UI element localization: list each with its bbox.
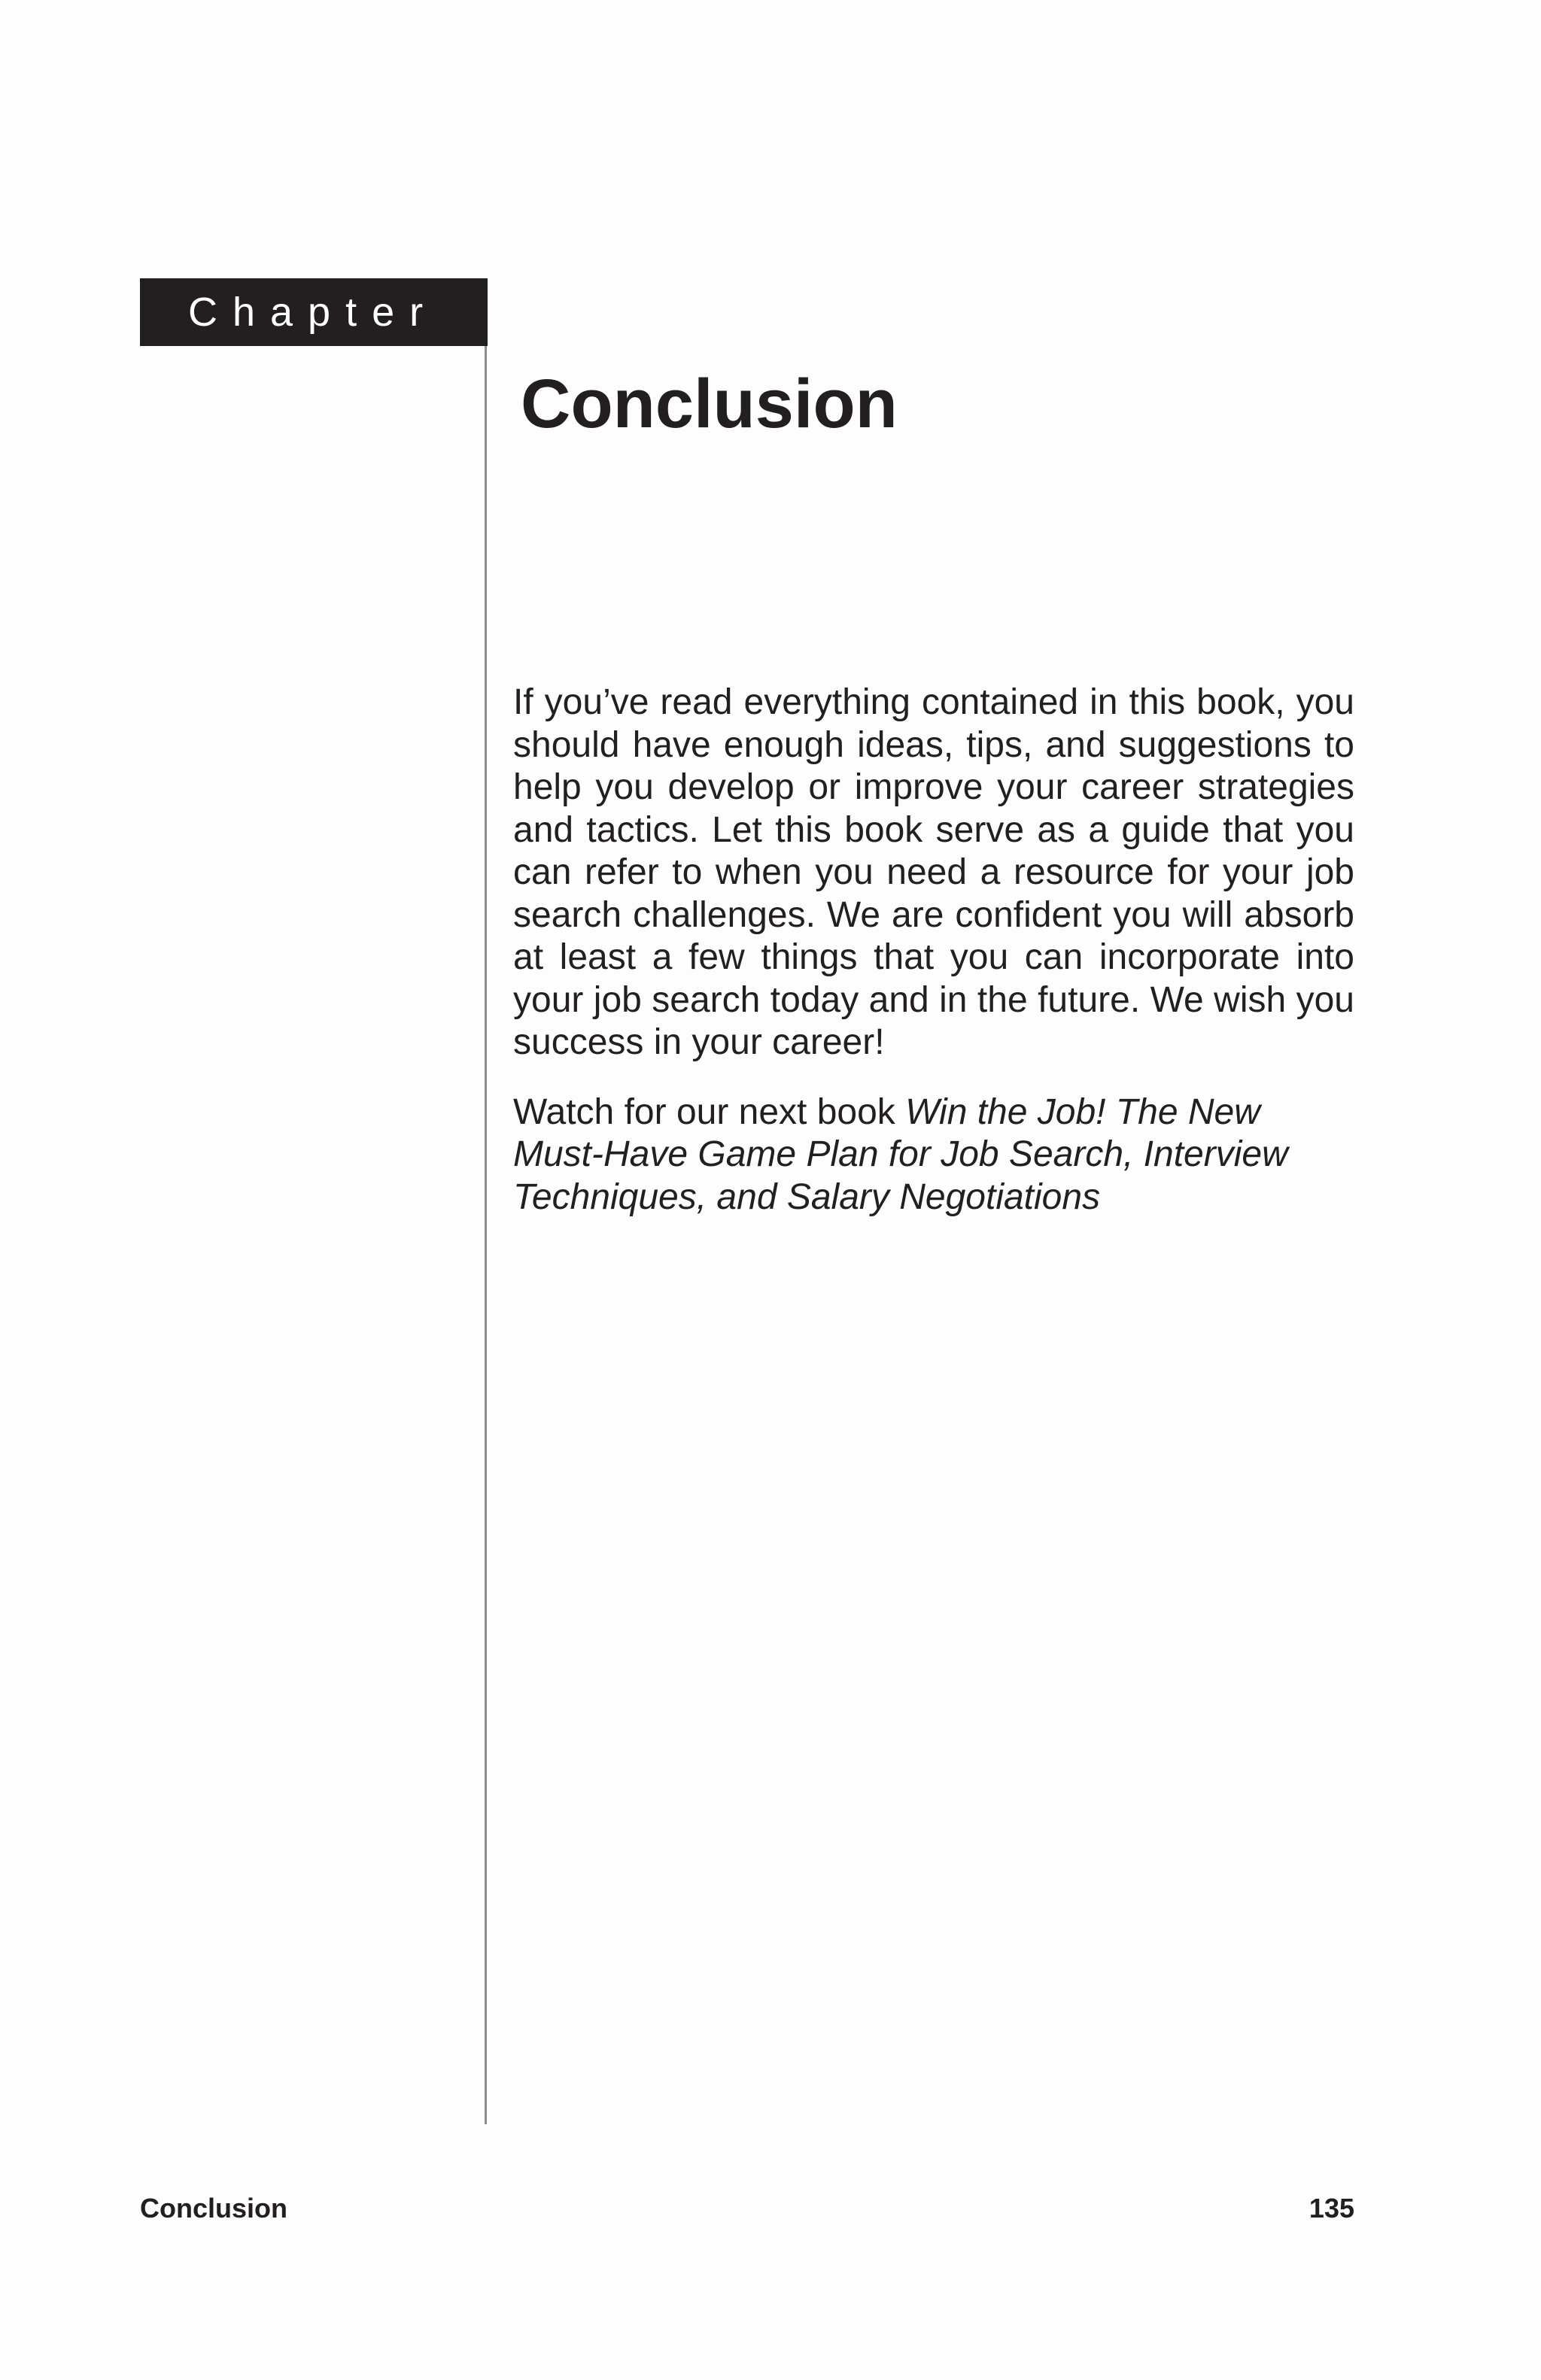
body-paragraph-2 bbox=[513, 1091, 1354, 1219]
body-paragraph-1: If you’ve read everything contained in this book, you should have enough ideas, tips, and suggestions to help you develop or improve your career strategies and tactics. Let this book serve as a guide that you can refer to when you need a resource for your job search challenges. We are confident you will absorb at least a few things that you can incorporate into your job search today and in the future. We wish you success in your career! bbox=[513, 682, 1354, 1062]
chapter-label: Chapter bbox=[140, 278, 488, 346]
next-book-title: Win the Job! The New Must-Have Game Plan for Job Search, Interview Techniques, and Salary Negotiations bbox=[513, 1091, 1288, 1217]
footer-section-name: Conclusion bbox=[140, 2193, 287, 2224]
vertical-rule bbox=[485, 346, 487, 2124]
chapter-title: Conclusion bbox=[521, 366, 898, 442]
chapter-body bbox=[513, 682, 1354, 1246]
next-book-intro: Watch for our next book bbox=[513, 1091, 906, 1132]
footer-page-number: 135 bbox=[1308, 2193, 1354, 2224]
